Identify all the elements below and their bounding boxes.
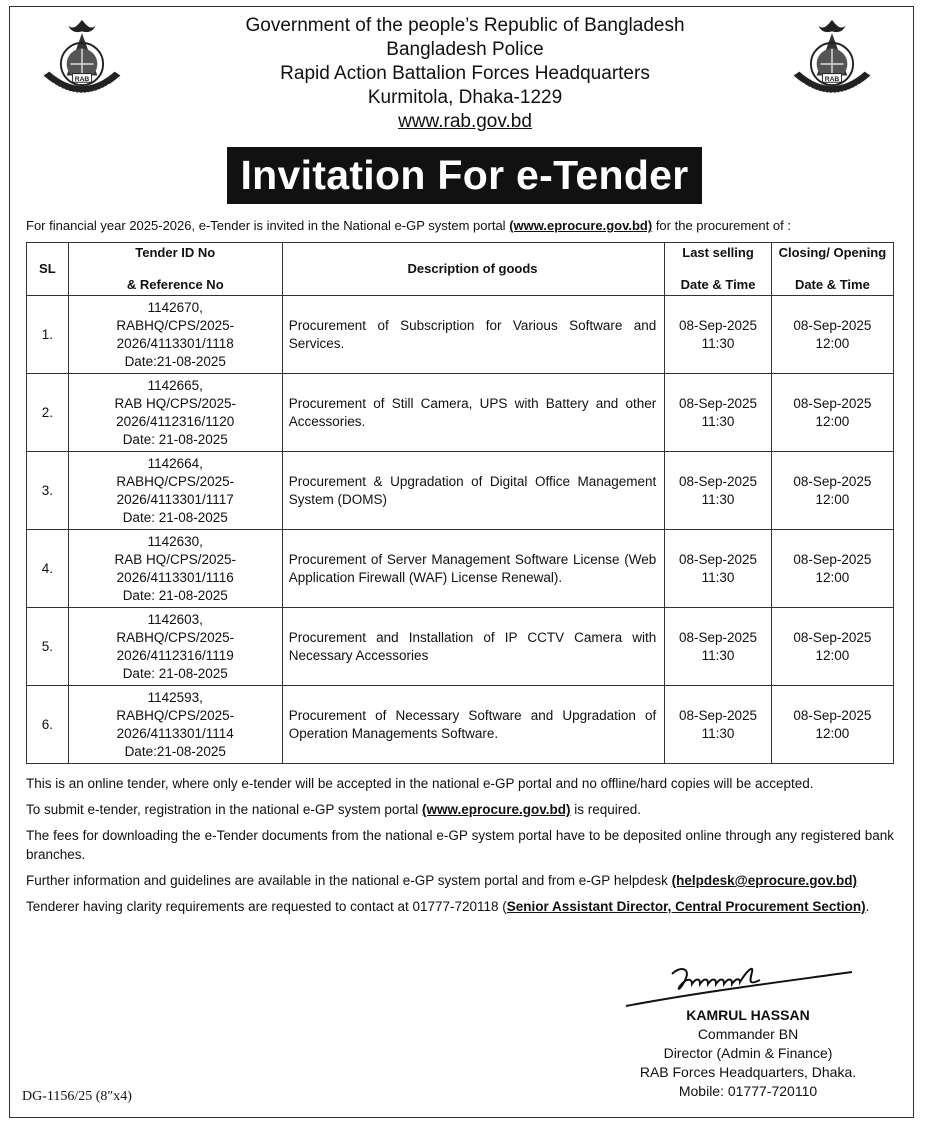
col-header-tender-id-l1: Tender ID No (135, 245, 216, 260)
reference-date: Date: 21-08-2025 (122, 665, 228, 681)
table-row (27, 452, 894, 530)
intro-paragraph (26, 217, 906, 235)
reference-date: Date: 21-08-2025 (122, 587, 228, 603)
closing-time: 12:00 (815, 335, 850, 351)
cell-closing (771, 686, 893, 764)
signatory-office: RAB Forces Headquarters, Dhaka. (639, 1064, 857, 1080)
rab-emblem-right (784, 16, 880, 112)
cell-sl: 5. (27, 608, 69, 686)
reference-line-1: RABHQ/CPS/2025- (116, 707, 235, 723)
closing-date: 08-Sep-2025 (793, 395, 872, 411)
note-registration-text: To submit e-tender, registration in the national e-GP system portal (26, 802, 422, 817)
reference-line-2: 2026/4113301/1117 (116, 491, 234, 507)
col-header-tender-id-l2: & Reference No (126, 277, 224, 292)
closing-time: 12:00 (815, 413, 850, 429)
cell-tender-id (68, 296, 282, 374)
eprocure-link[interactable]: (www.eprocure.gov.bd) (509, 218, 653, 233)
note-contact-office: Senior Assistant Director, Central Procurement Section) (506, 899, 866, 914)
note-registration (26, 800, 894, 819)
reference-line-2: 2026/4113301/1114 (116, 725, 234, 741)
last-selling-date: 08-Sep-2025 (679, 473, 758, 489)
note-online-tender: This is an online tender, where only e-tender will be accepted in the national e-GP portal and no offline/hard copies will be accepted. (26, 776, 814, 791)
cell-sl: 6. (27, 686, 69, 764)
col-header-description: Description of goods (282, 243, 665, 296)
reference-date: Date: 21-08-2025 (122, 509, 228, 525)
notes-section (26, 774, 894, 923)
cell-closing (771, 530, 893, 608)
col-header-last-l1: Last selling (682, 245, 754, 260)
cell-last-selling (665, 530, 772, 608)
closing-time: 12:00 (815, 569, 850, 585)
cell-sl: 3. (27, 452, 69, 530)
reference-line-1: RABHQ/CPS/2025- (116, 473, 235, 489)
cell-tender-id (68, 374, 282, 452)
cell-tender-id (68, 452, 282, 530)
header-website-link[interactable]: www.rab.gov.bd (398, 111, 532, 132)
letterhead (170, 14, 760, 134)
signatory-block (598, 1006, 898, 1101)
note-contact (26, 897, 894, 916)
tender-id: 1142593, (147, 689, 203, 705)
signatory-title: Director (Admin & Finance) (663, 1045, 833, 1061)
tender-id: 1142603, (147, 611, 203, 627)
cell-description: Procurement of Subscription for Various Software and Services. (282, 296, 665, 374)
cell-closing (771, 608, 893, 686)
reference-line-2: 2026/4113301/1116 (116, 569, 234, 585)
cell-description: Procurement of Server Management Software License (Web Application Firewall (WAF) License Renewal). (282, 530, 665, 608)
tender-id: 1142670, (147, 299, 203, 315)
signatory-name: KAMRUL HASSAN (686, 1007, 810, 1023)
svg-text:RAB: RAB (824, 75, 840, 83)
table-row (27, 530, 894, 608)
cell-last-selling (665, 608, 772, 686)
col-header-close-l2: Date & Time (794, 277, 870, 292)
intro-text-end: for the procurement of : (652, 218, 791, 233)
closing-date: 08-Sep-2025 (793, 707, 872, 723)
cell-last-selling (665, 686, 772, 764)
reference-line-1: RAB HQ/CPS/2025- (114, 551, 236, 567)
cell-sl: 4. (27, 530, 69, 608)
cell-description: Procurement & Upgradation of Digital Office Management System (DOMS) (282, 452, 665, 530)
note-contact-end: . (865, 899, 870, 914)
reference-line-1: RAB HQ/CPS/2025- (114, 395, 236, 411)
signatory-mobile: Mobile: 01777-720110 (678, 1083, 818, 1099)
closing-time: 12:00 (815, 647, 850, 663)
dg-reference-code: DG-1156/25 (8″x4) (22, 1089, 132, 1104)
tender-table (26, 242, 894, 764)
helpdesk-email-link[interactable]: (helpdesk@eprocure.gov.bd) (671, 873, 858, 888)
cell-last-selling (665, 374, 772, 452)
col-header-last-l2: Date & Time (680, 277, 756, 292)
closing-time: 12:00 (815, 491, 850, 507)
tender-id: 1142665, (147, 377, 203, 393)
col-header-close-l1: Closing/ Opening (778, 245, 887, 260)
table-row (27, 608, 894, 686)
cell-tender-id (68, 608, 282, 686)
reference-line-1: RABHQ/CPS/2025- (116, 317, 235, 333)
cell-closing (771, 452, 893, 530)
reference-line-2: 2026/4112316/1119 (116, 647, 234, 663)
last-selling-time: 11:30 (701, 569, 735, 585)
closing-date: 08-Sep-2025 (793, 317, 872, 333)
cell-closing (771, 374, 893, 452)
signature-image (620, 952, 860, 1012)
closing-date: 08-Sep-2025 (793, 629, 872, 645)
tender-id: 1142664, (147, 455, 203, 471)
col-header-tender-id (68, 243, 282, 296)
cell-closing (771, 296, 893, 374)
table-row (27, 374, 894, 452)
reference-line-2: 2026/4113301/1118 (116, 335, 234, 351)
reference-line-2: 2026/4112316/1120 (116, 413, 235, 429)
cell-last-selling (665, 452, 772, 530)
last-selling-date: 08-Sep-2025 (679, 629, 758, 645)
cell-tender-id (68, 686, 282, 764)
intro-text: For financial year 2025-2026, e-Tender is invited in the National e-GP system portal (26, 218, 510, 233)
cell-sl: 2. (27, 374, 69, 452)
cell-description: Procurement of Necessary Software and Upgradation of Operation Managements Software. (282, 686, 665, 764)
last-selling-date: 08-Sep-2025 (679, 551, 758, 567)
eprocure-link-2[interactable]: (www.eprocure.gov.bd) (421, 802, 571, 817)
reference-line-1: RABHQ/CPS/2025- (116, 629, 235, 645)
cell-sl: 1. (27, 296, 69, 374)
table-row (27, 296, 894, 374)
svg-text:RAB: RAB (74, 75, 90, 83)
rab-emblem-left (34, 16, 130, 112)
last-selling-time: 11:30 (701, 413, 735, 429)
col-header-last-selling (665, 243, 772, 296)
cell-last-selling (665, 296, 772, 374)
last-selling-time: 11:30 (701, 647, 735, 663)
last-selling-date: 08-Sep-2025 (679, 707, 758, 723)
closing-date: 08-Sep-2025 (793, 551, 872, 567)
note-registration-end: is required. (570, 802, 642, 817)
col-header-sl: SL (27, 243, 69, 296)
last-selling-time: 11:30 (701, 725, 735, 741)
reference-date: Date: 21-08-2025 (122, 431, 228, 447)
table-row (27, 686, 894, 764)
note-contact-text: Tenderer having clarity requirements are requested to contact at 01777-720118 ( (26, 899, 507, 914)
note-helpdesk (26, 871, 894, 890)
last-selling-time: 11:30 (701, 335, 735, 351)
cell-description: Procurement and Installation of IP CCTV Camera with Necessary Accessories (282, 608, 665, 686)
last-selling-date: 08-Sep-2025 (679, 317, 758, 333)
cell-tender-id (68, 530, 282, 608)
note-helpdesk-text: Further information and guidelines are available in the national e-GP system portal and from e-GP helpdesk (26, 873, 672, 888)
table-header-row (27, 243, 894, 296)
last-selling-time: 11:30 (701, 491, 735, 507)
note-fees: The fees for downloading the e-Tender documents from the national e-GP system portal have to be deposited online through any registered bank branches. (26, 828, 894, 862)
reference-date: Date:21-08-2025 (124, 743, 226, 759)
last-selling-date: 08-Sep-2025 (679, 395, 758, 411)
closing-date: 08-Sep-2025 (793, 473, 872, 489)
header-line-govt: Government of the people’s Republic of Bangladesh (245, 15, 685, 36)
header-line-police: Bangladesh Police (386, 39, 544, 60)
closing-time: 12:00 (815, 725, 850, 741)
signatory-rank: Commander BN (697, 1026, 799, 1042)
reference-date: Date:21-08-2025 (124, 353, 226, 369)
tender-id: 1142630, (147, 533, 203, 549)
col-header-closing (771, 243, 893, 296)
header-line-rab: Rapid Action Battalion Forces Headquarters (280, 63, 650, 84)
notice-title-banner: Invitation For e-Tender (227, 147, 702, 204)
tender-table-body (27, 296, 894, 764)
header-line-address: Kurmitola, Dhaka-1229 (367, 87, 563, 108)
cell-description: Procurement of Still Camera, UPS with Battery and other Accessories. (282, 374, 665, 452)
